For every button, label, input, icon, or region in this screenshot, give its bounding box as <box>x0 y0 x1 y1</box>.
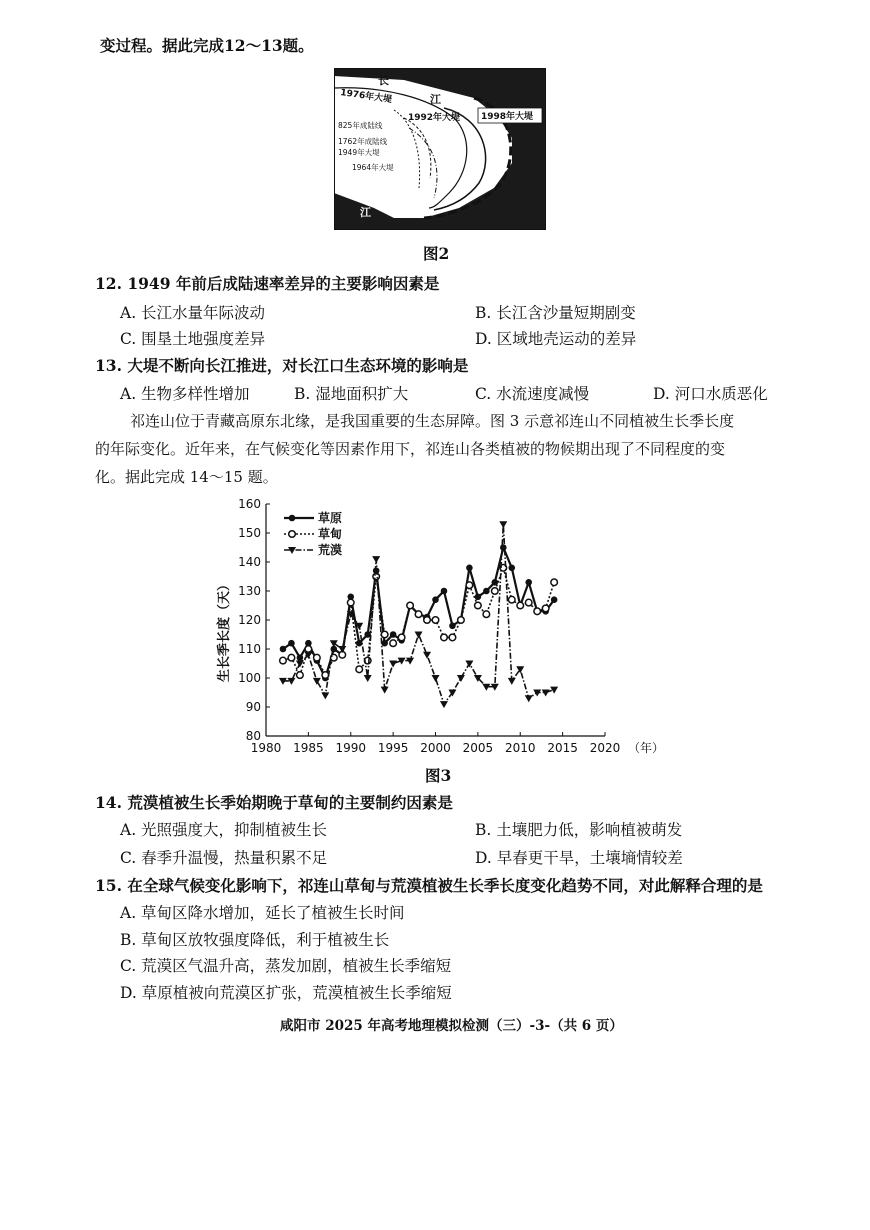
data-point <box>389 661 397 668</box>
label-dike-1949: 1949年大堤 <box>338 148 380 157</box>
data-point <box>508 678 516 685</box>
figure2-caption: 图2 <box>423 244 450 263</box>
data-point <box>542 605 549 612</box>
data-point <box>322 672 329 679</box>
label-chang-bottom: 长 <box>338 184 349 197</box>
label-jiang-bottom: 江 <box>360 206 371 219</box>
y-tick-label: 140 <box>238 555 261 569</box>
data-point <box>432 617 439 624</box>
x-tick-label: 2015 <box>547 741 578 755</box>
data-point <box>423 652 431 659</box>
data-point <box>475 602 482 609</box>
data-point <box>475 594 482 601</box>
data-point <box>297 672 304 679</box>
data-point <box>508 565 515 572</box>
data-point <box>288 640 295 647</box>
data-point <box>305 646 312 653</box>
q12-option-c[interactable]: C. 围垦土地强度差异 <box>120 330 266 348</box>
data-point <box>449 634 456 641</box>
data-point <box>407 602 414 609</box>
data-point <box>313 678 321 685</box>
data-point <box>492 588 499 595</box>
data-point <box>280 646 287 653</box>
data-point <box>347 599 354 606</box>
q15-option-b[interactable]: B. 草甸区放牧强度降低，利于植被生长 <box>120 931 390 949</box>
x-tick-label: 2010 <box>504 741 536 755</box>
page-footer: 咸阳市 2025 年高考地理模拟检测（三）-3-（共 6 页） <box>280 1018 623 1034</box>
data-point <box>440 701 448 708</box>
q12-option-a[interactable]: A. 长江水量年际波动 <box>120 304 266 322</box>
q13-option-d[interactable]: D. 河口水质恶化 <box>653 385 768 403</box>
data-point <box>381 631 388 638</box>
y-tick-label: 110 <box>238 642 261 656</box>
x-tick-label: 2000 <box>420 741 451 755</box>
data-point <box>288 654 295 661</box>
data-point <box>373 573 380 580</box>
y-tick-label: 150 <box>238 526 261 540</box>
q13-option-b[interactable]: B. 湿地面积扩大 <box>294 385 409 403</box>
data-point <box>458 617 465 624</box>
data-point <box>424 617 431 624</box>
question-15-stem: 15. 在全球气候变化影响下，祁连山草甸与荒漠植被生长季长度变化趋势不同，对此解释合理的是 <box>95 876 763 895</box>
x-tick-label: 1985 <box>293 741 324 755</box>
data-point <box>517 602 524 609</box>
data-point <box>432 596 439 603</box>
data-point <box>483 588 490 595</box>
data-point <box>432 675 440 682</box>
data-point <box>356 666 363 673</box>
data-point <box>500 544 507 551</box>
data-point <box>390 640 397 647</box>
q15-option-d[interactable]: D. 草原植被向荒漠区扩张，荒漠植被生长季缩短 <box>120 984 452 1002</box>
data-point <box>390 631 397 638</box>
y-axis-label: 生长季长度（天） <box>217 577 232 682</box>
data-point <box>441 588 448 595</box>
q12-option-b[interactable]: B. 长江含沙量短期剧变 <box>475 304 636 322</box>
question-12-stem: 12. 1949 年前后成陆速率差异的主要影响因素是 <box>95 274 440 293</box>
label-land-1762: 1762年成陆线 <box>338 137 388 146</box>
data-point <box>415 632 423 639</box>
data-point <box>449 623 456 630</box>
data-point <box>551 579 558 586</box>
q15-option-c[interactable]: C. 荒漠区气温升高，蒸发加剧，植被生长季缩短 <box>120 957 452 975</box>
legend-label: 草原 <box>318 511 343 525</box>
data-point <box>499 521 507 528</box>
data-point <box>466 582 473 589</box>
label-chang-top: 长 <box>378 74 389 87</box>
y-tick-label: 160 <box>238 497 261 511</box>
y-tick-label: 80 <box>245 729 261 743</box>
data-point <box>465 661 473 668</box>
data-point <box>415 611 422 618</box>
figure2-map <box>334 68 546 230</box>
data-point <box>525 695 533 702</box>
data-point <box>483 611 490 618</box>
y-tick-label: 100 <box>238 671 261 685</box>
legend-label: 荒漠 <box>318 543 343 557</box>
label-jiang-top: 江 <box>430 93 441 106</box>
question-14-stem: 14. 荒漠植被生长季始期晚于草甸的主要制约因素是 <box>95 793 453 812</box>
passage-line-1: 祁连山位于青藏高原东北缘，是我国重要的生态屏障。图 3 示意祁连山不同植被生长季长度 <box>130 412 735 430</box>
x-tick-label: 1980 <box>250 741 282 755</box>
x-tick-label: 2020 <box>589 741 621 755</box>
legend-label: 草甸 <box>318 527 343 541</box>
y-tick-label: 90 <box>245 700 261 714</box>
passage-line-2: 的年际变化。近年来，在气候变化等因素作用下，祁连山各类植被的物候期出现了不同程度的变 <box>95 440 726 458</box>
q14-option-d[interactable]: D. 早春更干旱，土壤墒情较差 <box>475 849 683 867</box>
data-point <box>457 675 465 682</box>
data-point <box>508 596 515 603</box>
data-point <box>321 692 329 699</box>
q14-option-b[interactable]: B. 土壤肥力低，影响植被萌发 <box>475 821 683 839</box>
data-point <box>466 565 473 572</box>
data-point <box>330 640 338 647</box>
data-point <box>280 657 287 664</box>
q13-option-a[interactable]: A. 生物多样性增加 <box>120 385 250 403</box>
label-dike-1964: 1964年大堤 <box>352 163 394 172</box>
legend-marker <box>289 531 296 538</box>
figure3-chart <box>210 490 680 760</box>
data-point <box>525 599 532 606</box>
label-dike-1976: 1976年大堤 <box>339 88 393 106</box>
data-point <box>551 596 558 603</box>
q14-option-c[interactable]: C. 春季升温慢，热量积累不足 <box>120 849 328 867</box>
q14-option-a[interactable]: A. 光照强度大，抑制植被生长 <box>120 821 328 839</box>
data-point <box>381 687 389 694</box>
passage-line-3: 化。据此完成 14～15 题。 <box>95 468 278 486</box>
data-point <box>364 675 372 682</box>
x-axis-label: （年） <box>628 741 665 755</box>
y-tick-label: 130 <box>238 584 261 598</box>
label-dike-1998: 1998年大堤 <box>481 112 534 122</box>
series-line <box>283 568 554 675</box>
data-point <box>534 608 541 615</box>
y-tick-label: 120 <box>238 613 261 627</box>
x-tick-label: 2005 <box>462 741 494 755</box>
q12-option-d[interactable]: D. 区域地壳运动的差异 <box>475 330 637 348</box>
legend-marker <box>289 515 296 522</box>
figure3-caption: 图3 <box>425 766 452 785</box>
label-land-825: 825年成陆线 <box>338 121 383 130</box>
data-point <box>398 634 405 641</box>
label-dike-1992: 1992年大堤 <box>408 113 461 123</box>
x-tick-label: 1990 <box>335 741 367 755</box>
x-tick-label: 1995 <box>377 741 409 755</box>
question-13-stem: 13. 大堤不断向长江推进，对长江口生态环境的影响是 <box>95 356 469 375</box>
q15-option-a[interactable]: A. 草甸区降水增加，延长了植被生长时间 <box>120 904 405 922</box>
data-point <box>441 634 448 641</box>
intro-text: 变过程。据此完成12～13题。 <box>100 36 314 55</box>
data-point <box>525 579 532 586</box>
q13-option-c[interactable]: C. 水流速度减慢 <box>475 385 590 403</box>
data-point <box>314 654 321 661</box>
data-point <box>372 556 380 563</box>
